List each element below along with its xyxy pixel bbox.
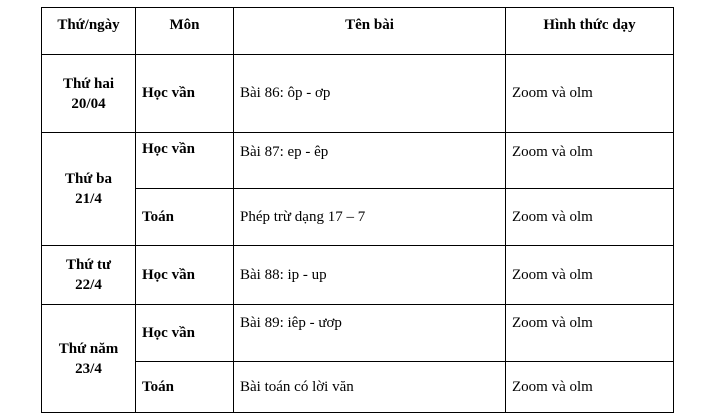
day-date: 23/4 — [75, 360, 102, 377]
lesson-title-cell: Phép trừ dạng 17 – 7 — [234, 189, 506, 246]
subject-cell: Toán — [136, 189, 234, 246]
table-row — [42, 362, 674, 413]
lesson-title-cell: Bài 86: ôp - ơp — [234, 55, 506, 133]
header-title: Tên bài — [234, 8, 506, 55]
table-row — [42, 55, 674, 133]
subject-cell: Học vần — [136, 133, 234, 189]
teaching-form-cell: Zoom và olm — [506, 362, 674, 413]
subject-cell: Học vần — [136, 305, 234, 362]
table-row — [42, 246, 674, 305]
day-date: 22/4 — [75, 277, 102, 293]
teaching-form-cell: Zoom và olm — [506, 246, 674, 305]
table-row — [42, 305, 674, 362]
day-name: Thứ ba — [65, 171, 112, 187]
day-cell — [42, 246, 136, 305]
header-day: Thứ/ngày — [42, 8, 136, 55]
lesson-title-cell: Bài 88: ip - up — [234, 246, 506, 305]
subject-cell: Toán — [136, 362, 234, 413]
subject-cell: Học vần — [136, 55, 234, 133]
day-cell — [42, 55, 136, 133]
day-name: Thứ tư — [65, 257, 112, 273]
day-name: Thứ hai — [62, 75, 115, 92]
lesson-title-cell: Bài 87: ep - êp — [234, 133, 506, 189]
day-cell — [42, 305, 136, 413]
subject-cell: Học vần — [136, 246, 234, 305]
day-name: Thứ năm — [58, 340, 119, 357]
lesson-title-cell: Bài toán có lời văn — [234, 362, 506, 413]
teaching-form-cell: Zoom và olm — [506, 189, 674, 246]
schedule-table — [41, 7, 674, 413]
table-row — [42, 189, 674, 246]
day-cell — [42, 133, 136, 246]
teaching-form-cell: Zoom và olm — [506, 55, 674, 133]
teaching-form-cell: Zoom và olm — [506, 133, 674, 189]
header-form: Hình thức dạy — [506, 8, 674, 55]
teaching-form-cell: Zoom và olm — [506, 305, 674, 362]
table-header-row — [42, 8, 674, 55]
table-row — [42, 133, 674, 189]
lesson-title-cell: Bài 89: iêp - ươp — [234, 305, 506, 362]
header-subject: Môn — [136, 8, 234, 55]
day-date: 20/04 — [71, 95, 106, 112]
day-date: 21/4 — [75, 191, 102, 207]
